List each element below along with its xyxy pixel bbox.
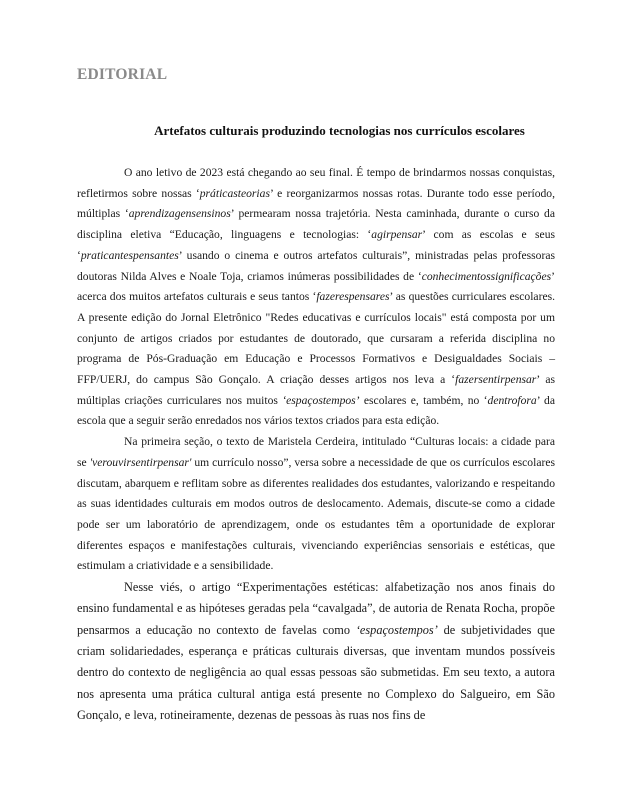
italic-term: aprendizagensensinos: [128, 207, 231, 221]
text-run: um currículo nosso”, versa sobre a necessidade de que os currículos escolares discutam, abarquem e reflitam sobre as diferentes realidades dos estudantes, valorizando e respeitando as suas identidades culturais em modos outros de deslocamento. Ademais, discute-se como a cidade pode ser um laboratório de aprendizagem, onde os estudantes têm a oportunidade de explorar diferentes espaços e manifestações culturais, vivenciando experiências sensoriais e estéticas, que estimulam a criatividade e a sensibilidade.: [77, 455, 555, 573]
italic-term: ‘espaçostempos’: [355, 622, 438, 637]
text-run: ’ da escola que a seguir serão enredados nos vários textos criados para esta edição.: [77, 393, 555, 428]
text-run: ’ com as escolas e seus ‘: [77, 228, 555, 262]
article-title: Artefatos culturais produzindo tecnologias nos currículos escolares: [154, 123, 525, 138]
text-run: ’ e reorganizarmos nossas rotas. Durante todo esse período, múltiplas ‘: [77, 186, 555, 221]
text-run: ’ as questões curriculares escolares. A presente edição do Jornal Eletrônico "Redes educativas e currículos locais" está composta por um conjunto de artigos criados por estudantes de doutorado, que cursaram a referida disciplina no programa de Pós-Graduação em Educação e Processos Formativos e Desigualdades Sociais – FFP/UERJ, do campus São Gonçalo. A criação desses artigos nos leva a ‘: [77, 290, 555, 387]
italic-term: praticantespensantes: [80, 248, 179, 262]
text-run: de subjetividades que criam solidariedades, esperança e práticas culturais diversas, que inventam mundos possíveis dentro do contexto de negligência ao qual essas pessoas são submetidas. Em seu texto, a autora nos apresenta uma prática cultural antiga está presente no Complexo do Salgueiro, em São Gonçalo, e leva, rotineiramente, dezenas de pessoas às ruas nos fins de: [77, 622, 556, 722]
paragraph-3: [77, 577, 555, 726]
italic-term: fazersentirpensar: [455, 373, 537, 387]
text-run: ’ permearam nossa trajetória. Nesta caminhada, durante o curso da disciplina eletiva “Educação, linguagens e tecnologias: ‘: [77, 207, 555, 242]
paragraph-2: [77, 432, 555, 577]
section-label: EDITORIAL: [77, 66, 168, 83]
italic-term: agirpensar: [371, 228, 423, 242]
italic-term: 'verouvirsentirpensar': [89, 455, 192, 469]
text-run: Na primeira seção, o texto de Maristela Cerdeira, intitulado “Culturas locais: a cidade para se: [77, 435, 555, 469]
text-run: Nesse viés, o artigo “Experimentações estéticas: alfabetização nos anos finais do ensino fundamental e as hipóteses geradas pela “cavalgada”, de autoria de Renata Rocha, propõe pensarmos a educação no contexto de favelas como: [77, 580, 555, 637]
italic-term: dentrofora: [487, 393, 537, 407]
italic-term: conhecimentossignificações: [421, 269, 552, 283]
italic-term: práticasteorias: [199, 186, 270, 200]
article-body: [77, 163, 555, 726]
text-run: ’ acerca dos muitos artefatos culturais e seus tantos ‘: [77, 269, 555, 304]
italic-term: fazerespensares: [316, 290, 390, 304]
paragraph-1: [77, 163, 555, 432]
text-run: escolares e, também, no ‘: [359, 393, 488, 407]
italic-term: ‘espaçostempos’: [282, 393, 360, 407]
text-run: ’ usando o cinema e outros artefatos culturais”, ministradas pelas professoras doutoras Nilda Alves e Noale Toja, criamos inúmeras possibilidades de ‘: [77, 248, 555, 283]
text-run: ’ as múltiplas criações curriculares nos muitos: [77, 373, 555, 407]
text-run: O ano letivo de 2023 está chegando ao seu final. É tempo de brindarmos nossas conquistas, refletirmos sobre nossas ‘: [77, 166, 555, 200]
